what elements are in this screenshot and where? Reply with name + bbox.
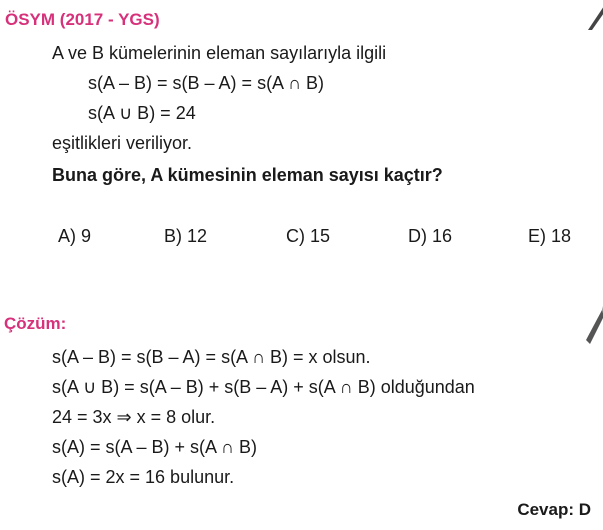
solution-line-2: s(A ∪ B) = s(A – B) + s(B – A) + s(A ∩ B) olduğundan [52,377,475,397]
question-prompt: Buna göre, A kümesinin eleman sayısı kaçtır? [52,165,443,185]
pen-icon [584,0,603,30]
solution-line-4: s(A) = s(A – B) + s(A ∩ B) [52,437,257,457]
pen-icon [584,300,603,350]
question-equation-2: s(A ∪ B) = 24 [88,103,196,123]
solution-line-5: s(A) = 2x = 16 bulunur. [52,467,235,487]
solution-line-3: 24 = 3x ⇒ x = 8 olur. [52,407,216,427]
solution-line-1: s(A – B) = s(B – A) = s(A ∩ B) = x olsun. [52,347,371,367]
option-b: B) 12 [164,226,208,246]
question-source: ÖSYM (2017 - YGS) [5,10,160,29]
option-d: D) 16 [408,226,453,246]
question-equation-1: s(A – B) = s(B – A) = s(A ∩ B) [88,73,325,93]
option-a: A) 9 [58,226,92,246]
answer-label: Cevap: D [517,500,591,519]
solution-label: Çözüm: [4,314,67,333]
option-e: E) 18 [528,226,572,246]
question-given: eşitlikleri veriliyor. [52,133,193,153]
option-c: C) 15 [286,226,331,246]
question-intro: A ve B kümelerinin eleman sayılarıyla ilgili [52,43,387,63]
